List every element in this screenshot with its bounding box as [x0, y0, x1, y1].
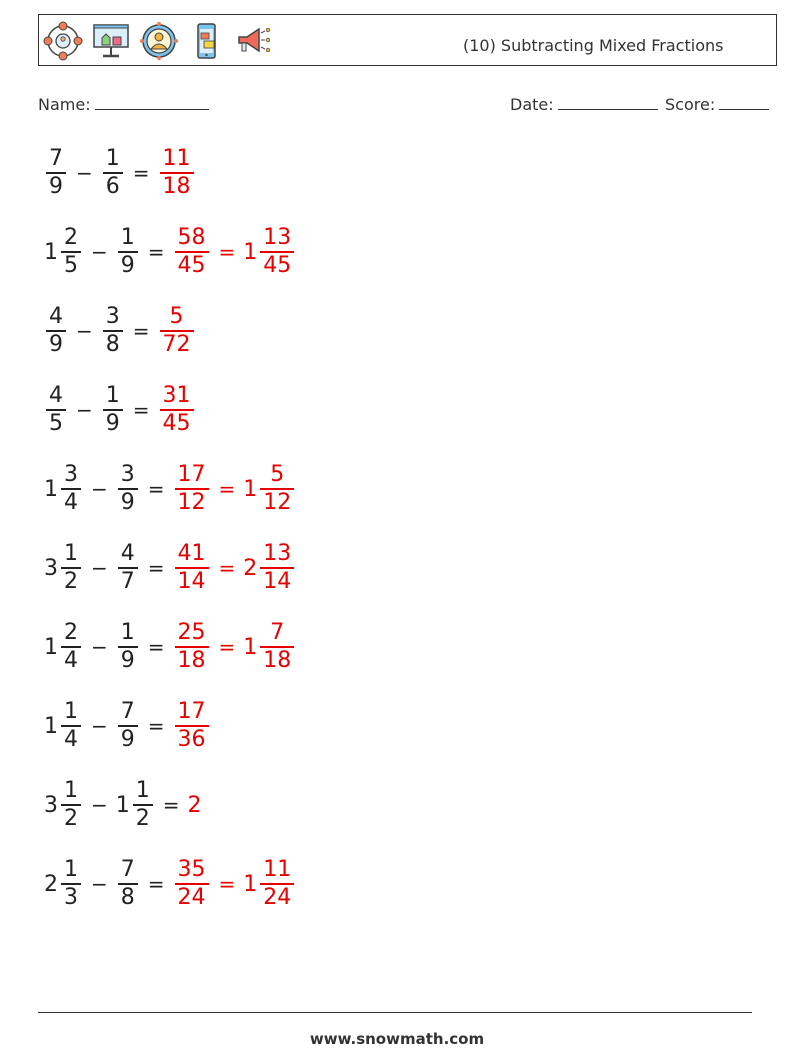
- fraction: [160, 146, 194, 200]
- answer-improper: [173, 462, 211, 516]
- fraction: [260, 462, 294, 516]
- fraction: [118, 541, 138, 595]
- fraction: [118, 699, 138, 753]
- question: [44, 146, 158, 200]
- fraction: [61, 778, 81, 832]
- equals-sign: =: [162, 793, 180, 817]
- numerator: 7: [120, 699, 135, 725]
- answer-equals-sign: =: [218, 240, 236, 264]
- numerator: 5: [169, 304, 184, 330]
- numerator: 1: [64, 778, 78, 804]
- numerator: 41: [177, 541, 206, 567]
- name-label: Name:: [38, 95, 91, 114]
- numerator: 1: [120, 225, 135, 251]
- operand-b: [116, 225, 140, 279]
- fraction: [61, 462, 81, 516]
- equals-sign: =: [132, 161, 150, 185]
- equals-sign: =: [147, 714, 165, 738]
- fraction: [118, 462, 138, 516]
- answer-improper: [173, 699, 211, 753]
- operand-b: [116, 462, 140, 516]
- denominator: 9: [120, 726, 135, 752]
- fraction: [175, 541, 209, 595]
- denominator: 7: [120, 568, 135, 594]
- date-label: Date:: [510, 95, 554, 114]
- whole-number: 1: [243, 239, 258, 265]
- denominator: 4: [64, 489, 78, 515]
- problem-row: [44, 853, 296, 915]
- date-line[interactable]: [558, 93, 658, 110]
- fraction: [118, 620, 138, 674]
- denominator: 72: [162, 331, 191, 357]
- answer: [173, 462, 297, 516]
- answer-improper: [173, 620, 211, 674]
- fraction: [118, 857, 138, 911]
- answer: [158, 383, 196, 437]
- fraction: [61, 699, 81, 753]
- fraction: [260, 620, 294, 674]
- question: [44, 225, 173, 279]
- name-field[interactable]: [38, 93, 209, 114]
- fraction: [175, 462, 209, 516]
- network-people-icon: [43, 21, 83, 61]
- operand-a: [44, 778, 83, 832]
- problem-row: [44, 616, 296, 678]
- mobile-app-icon: [187, 21, 227, 61]
- numerator: 1: [64, 699, 78, 725]
- fraction: [103, 146, 123, 200]
- numerator: 4: [49, 383, 63, 409]
- equals-sign: =: [147, 635, 165, 659]
- numerator: 1: [135, 778, 150, 804]
- operand-a: [44, 699, 83, 753]
- problem-row: [44, 695, 211, 757]
- user-target-icon: [139, 21, 179, 61]
- operand-a: [44, 225, 83, 279]
- fraction: [61, 541, 81, 595]
- denominator: 24: [177, 884, 206, 910]
- numerator: 1: [105, 383, 120, 409]
- answer-improper: [158, 304, 196, 358]
- answer-equals-sign: =: [218, 556, 236, 580]
- answer: [173, 699, 211, 753]
- answer: [173, 541, 297, 595]
- fraction: [46, 304, 66, 358]
- whole-number: 1: [243, 871, 258, 897]
- question: [44, 857, 173, 911]
- operand-a: [44, 383, 68, 437]
- question: [44, 462, 173, 516]
- question: [44, 383, 158, 437]
- fraction: [175, 225, 209, 279]
- minus-sign: −: [76, 398, 93, 422]
- answer-improper: [188, 793, 203, 818]
- equals-sign: =: [147, 240, 165, 264]
- answer-improper: [173, 857, 211, 911]
- denominator: 45: [162, 410, 191, 436]
- operand-b: [116, 541, 140, 595]
- numerator: 5: [270, 462, 285, 488]
- numerator: 1: [120, 620, 135, 646]
- fraction: [61, 857, 81, 911]
- equals-sign: =: [132, 319, 150, 343]
- fraction: [175, 857, 209, 911]
- denominator: 2: [64, 568, 78, 594]
- denominator: 4: [64, 647, 78, 673]
- fraction: [133, 778, 153, 832]
- denominator: 9: [105, 410, 120, 436]
- whole-number: 1: [44, 239, 58, 265]
- question: [44, 541, 173, 595]
- fraction: [160, 383, 194, 437]
- fraction: [103, 304, 123, 358]
- numerator: 1: [105, 146, 120, 172]
- denominator: 14: [263, 568, 292, 594]
- answer-equals-sign: =: [218, 477, 236, 501]
- question: [44, 620, 173, 674]
- problem-row: [44, 537, 296, 599]
- numerator: 13: [263, 541, 292, 567]
- denominator: 12: [177, 489, 206, 515]
- denominator: 9: [120, 647, 135, 673]
- numerator: 3: [64, 462, 78, 488]
- numerator: 2: [64, 225, 78, 251]
- denominator: 18: [177, 647, 206, 673]
- score-field[interactable]: [665, 93, 769, 114]
- numerator: 58: [177, 225, 206, 251]
- date-field[interactable]: [510, 93, 658, 114]
- whole-number: 2: [187, 792, 202, 818]
- worksheet-title: (10) Subtracting Mixed Fractions: [463, 36, 724, 55]
- answer-improper: [158, 146, 196, 200]
- header-icons: [43, 19, 275, 63]
- numerator: 35: [177, 857, 206, 883]
- operand-a: [44, 146, 68, 200]
- problem-row: [44, 774, 203, 836]
- operand-a: [44, 462, 83, 516]
- operand-b: [116, 620, 140, 674]
- numerator: 2: [64, 620, 78, 646]
- question: [44, 304, 158, 358]
- equals-sign: =: [132, 398, 150, 422]
- operand-b: [101, 304, 125, 358]
- fraction: [118, 225, 138, 279]
- problem-row: [44, 300, 196, 362]
- answer: [173, 857, 297, 911]
- whole-number: 1: [44, 713, 58, 739]
- denominator: 3: [64, 884, 78, 910]
- problem-row: [44, 379, 196, 441]
- numerator: 11: [162, 146, 191, 172]
- equals-sign: =: [147, 872, 165, 896]
- denominator: 5: [49, 410, 63, 436]
- numerator: 3: [120, 462, 135, 488]
- numerator: 4: [49, 304, 63, 330]
- operand-b: [116, 699, 140, 753]
- fraction: [46, 383, 66, 437]
- denominator: 2: [64, 805, 78, 831]
- denominator: 8: [105, 331, 120, 357]
- minus-sign: −: [91, 635, 108, 659]
- fraction: [260, 857, 294, 911]
- denominator: 6: [105, 173, 120, 199]
- answer: [158, 146, 196, 200]
- question: [44, 778, 188, 832]
- score-line[interactable]: [719, 93, 769, 110]
- denominator: 4: [64, 726, 78, 752]
- minus-sign: −: [91, 714, 108, 738]
- operand-a: [44, 857, 83, 911]
- whole-number: 1: [243, 634, 258, 660]
- question: [44, 699, 173, 753]
- problem-row: [44, 142, 196, 204]
- operand-b: [101, 383, 125, 437]
- answer-equals-sign: =: [218, 872, 236, 896]
- numerator: 7: [270, 620, 285, 646]
- answer-mixed: [243, 225, 296, 279]
- operand-b: [116, 857, 140, 911]
- fraction: [175, 699, 209, 753]
- denominator: 36: [177, 726, 206, 752]
- minus-sign: −: [91, 556, 108, 580]
- answer: [188, 793, 203, 818]
- denominator: 9: [49, 331, 63, 357]
- answer-equals-sign: =: [218, 635, 236, 659]
- operand-a: [44, 541, 83, 595]
- fraction: [160, 304, 194, 358]
- answer-improper: [173, 225, 211, 279]
- megaphone-icon: [235, 21, 275, 61]
- operand-a: [44, 620, 83, 674]
- fraction: [103, 383, 123, 437]
- header-box: [38, 14, 777, 66]
- problem-row: [44, 458, 296, 520]
- footer-divider: [38, 1012, 752, 1013]
- numerator: 11: [263, 857, 292, 883]
- denominator: 2: [135, 805, 150, 831]
- whole-number: 1: [243, 476, 258, 502]
- numerator: 4: [120, 541, 135, 567]
- numerator: 31: [162, 383, 191, 409]
- whole-number: 1: [44, 634, 58, 660]
- minus-sign: −: [76, 161, 93, 185]
- whole-number: 2: [44, 871, 58, 897]
- numerator: 1: [64, 857, 78, 883]
- answer-mixed: [243, 857, 296, 911]
- whole-number: 1: [115, 792, 130, 818]
- operand-b: [101, 146, 125, 200]
- fraction: [175, 620, 209, 674]
- equals-sign: =: [147, 477, 165, 501]
- minus-sign: −: [91, 872, 108, 896]
- fraction: [61, 225, 81, 279]
- answer-mixed: [243, 462, 296, 516]
- fraction: [260, 541, 294, 595]
- numerator: 7: [120, 857, 135, 883]
- denominator: 12: [263, 489, 292, 515]
- whole-number: 1: [44, 476, 58, 502]
- denominator: 45: [177, 252, 206, 278]
- denominator: 24: [263, 884, 292, 910]
- minus-sign: −: [76, 319, 93, 343]
- numerator: 17: [177, 462, 206, 488]
- fraction: [260, 225, 294, 279]
- equals-sign: =: [147, 556, 165, 580]
- numerator: 3: [105, 304, 120, 330]
- denominator: 8: [120, 884, 135, 910]
- numerator: 7: [49, 146, 63, 172]
- numerator: 13: [263, 225, 292, 251]
- problem-row: [44, 221, 296, 283]
- answer: [173, 225, 297, 279]
- minus-sign: −: [91, 793, 108, 817]
- presentation-board-icon: [91, 21, 131, 61]
- denominator: 14: [177, 568, 206, 594]
- answer-improper: [158, 383, 196, 437]
- numerator: 25: [177, 620, 206, 646]
- fraction: [61, 620, 81, 674]
- denominator: 18: [162, 173, 191, 199]
- denominator: 18: [263, 647, 292, 673]
- minus-sign: −: [91, 477, 108, 501]
- answer-improper: [173, 541, 211, 595]
- name-line[interactable]: [95, 93, 209, 110]
- whole-number: 2: [243, 555, 258, 581]
- denominator: 45: [263, 252, 292, 278]
- whole-number: 3: [44, 792, 58, 818]
- numerator: 17: [177, 699, 206, 725]
- footer-url: www.snowmath.com: [309, 1030, 485, 1048]
- answer: [158, 304, 196, 358]
- operand-a: [44, 304, 68, 358]
- minus-sign: −: [91, 240, 108, 264]
- score-label: Score:: [665, 95, 716, 114]
- whole-number: 3: [44, 555, 58, 581]
- answer-mixed: [243, 620, 296, 674]
- answer-mixed: [243, 541, 296, 595]
- fraction: [46, 146, 66, 200]
- denominator: 9: [120, 489, 135, 515]
- denominator: 9: [49, 173, 63, 199]
- denominator: 5: [64, 252, 78, 278]
- answer: [173, 620, 297, 674]
- numerator: 1: [64, 541, 78, 567]
- denominator: 9: [120, 252, 135, 278]
- operand-b: [116, 778, 155, 832]
